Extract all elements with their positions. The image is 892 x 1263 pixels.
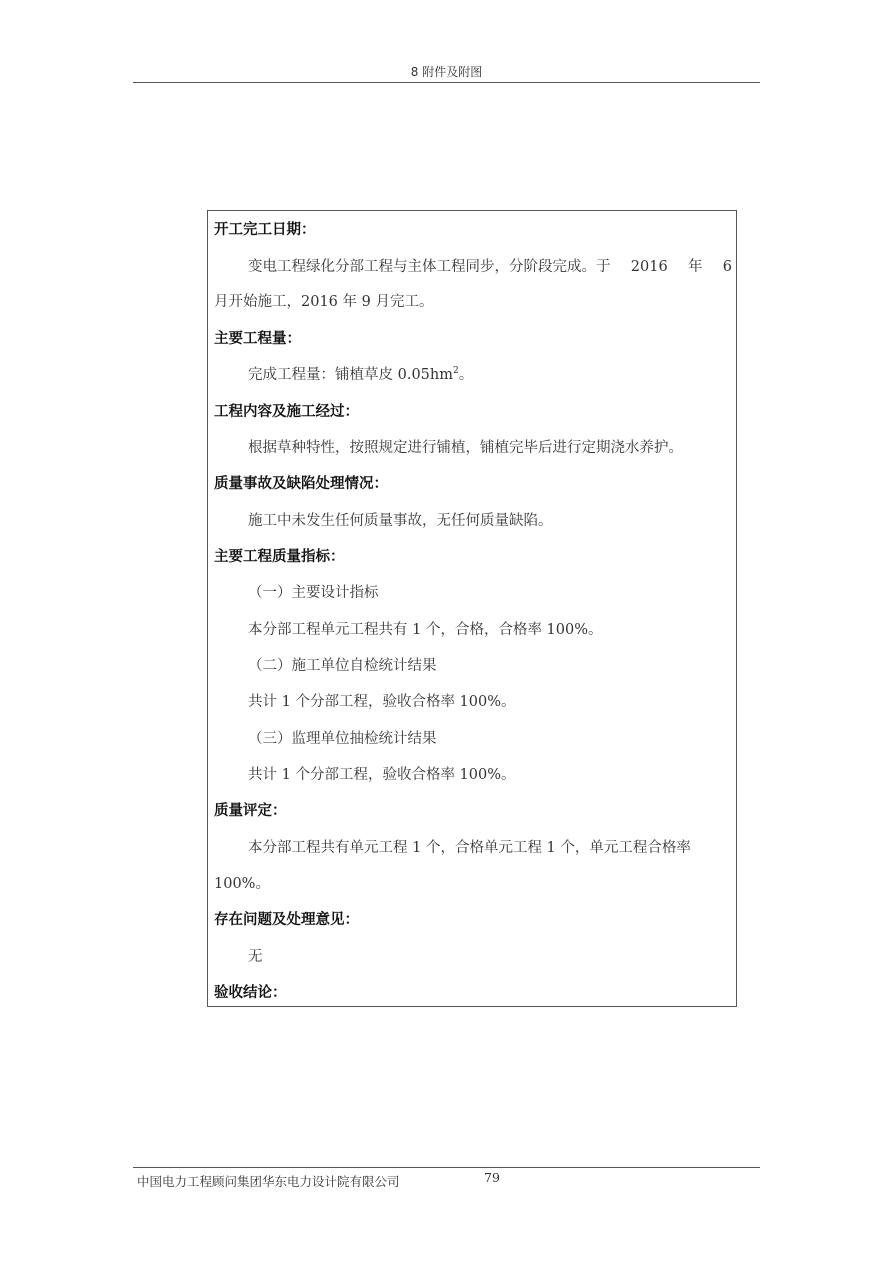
page-number: 79 [484, 1170, 500, 1185]
defects-heading: 质量事故及缺陷处理情况： [214, 476, 388, 492]
dates-line-1-part-4: 6 [722, 259, 732, 275]
dates-line-2: 月开始施工，2016 年 9 月完工。 [214, 294, 434, 310]
conclusion-heading: 验收结论： [214, 985, 287, 1001]
quantity-unit-superscript: 2 [452, 366, 459, 377]
issues-text: 无 [248, 949, 263, 965]
dates-line-1 [248, 258, 732, 276]
indicators-heading: 主要工程质量指标： [214, 549, 345, 565]
quantity-end: 。 [458, 367, 474, 383]
indicator-3-title: （三）监理单位抽检统计结果 [248, 731, 437, 747]
evaluation-heading: 质量评定： [214, 803, 287, 819]
indicator-1-title: （一）主要设计指标 [248, 585, 379, 601]
footer-rule [133, 1167, 760, 1168]
indicator-2-title: （二）施工单位自检统计结果 [248, 658, 437, 674]
quantity-value: 完成工程量：铺植草皮 0.05hm [248, 367, 453, 383]
content-heading: 工程内容及施工经过： [214, 404, 359, 420]
indicator-1-text: 本分部工程单元工程共有 1 个，合格，合格率 100%。 [248, 622, 603, 638]
issues-heading: 存在问题及处理意见： [214, 912, 359, 928]
evaluation-line-2: 100%。 [214, 876, 270, 892]
content-text: 根据草种特性，按照规定进行铺植，铺植完毕后进行定期浇水养护。 [248, 440, 683, 456]
dates-line-1-part-1: 变电工程绿化分部工程与主体工程同步，分阶段完成。于 [248, 259, 611, 275]
quantity-text [248, 366, 473, 384]
dates-line-1-part-2: 2016 [630, 259, 668, 275]
dates-line-1-part-3: 年 [687, 259, 703, 275]
header-rule [133, 82, 760, 83]
indicator-3-text: 共计 1 个分部工程，验收合格率 100%。 [248, 767, 516, 783]
evaluation-line-1: 本分部工程共有单元工程 1 个，合格单元工程 1 个，单元工程合格率 [248, 840, 691, 856]
dates-heading: 开工完工日期： [214, 222, 316, 238]
quantity-heading: 主要工程量： [214, 331, 301, 347]
footer-company: 中国电力工程顾问集团华东电力设计院有限公司 [137, 1174, 400, 1189]
indicator-2-text: 共计 1 个分部工程，验收合格率 100%。 [248, 694, 516, 710]
page-header: 8 附件及附图 [410, 65, 483, 79]
acceptance-table [207, 210, 737, 1007]
defects-text: 施工中未发生任何质量事故，无任何质量缺陷。 [248, 513, 553, 529]
